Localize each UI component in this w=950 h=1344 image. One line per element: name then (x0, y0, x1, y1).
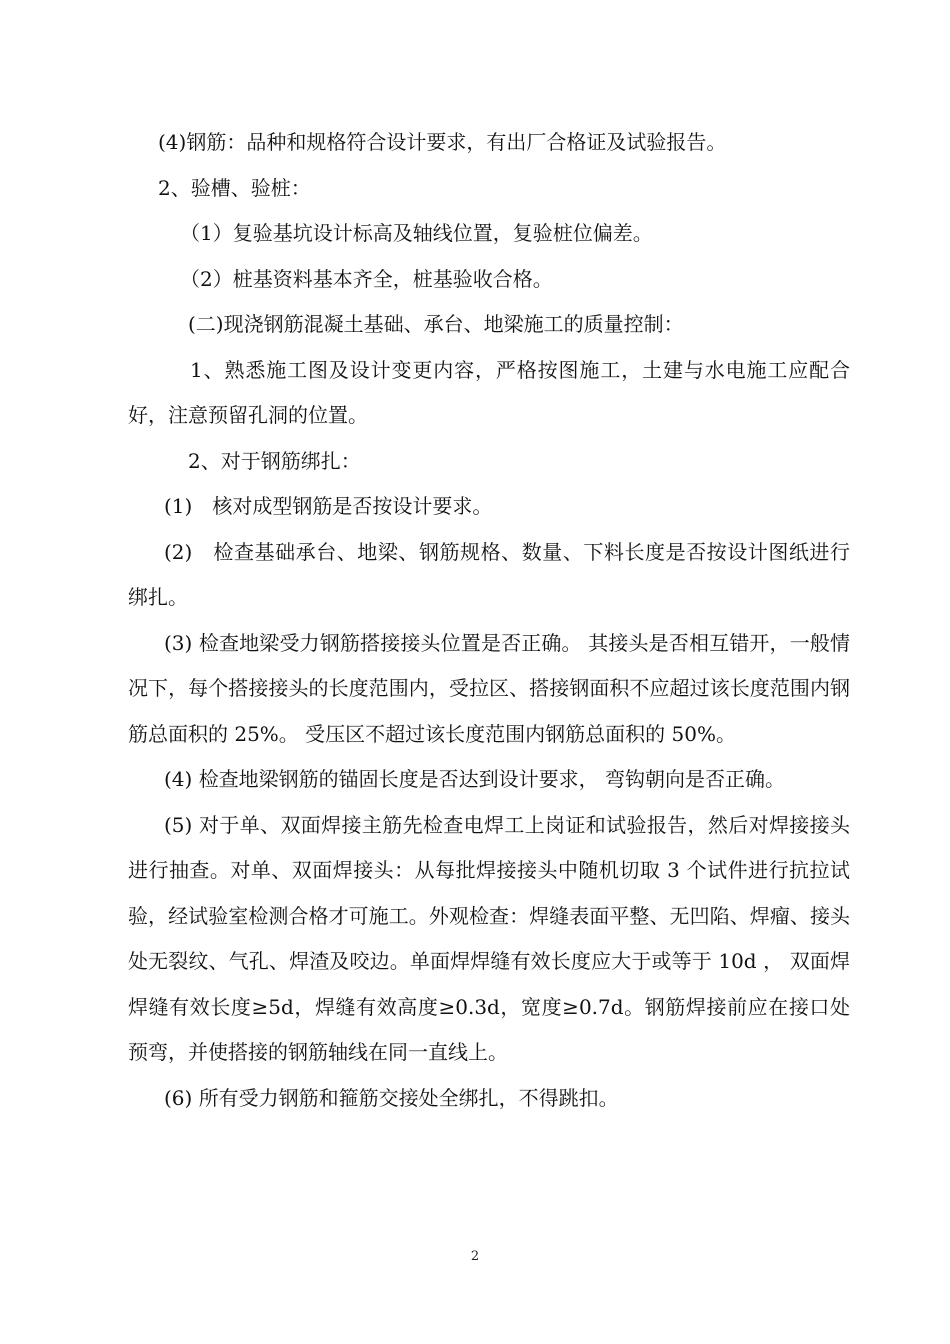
paragraph-construction-drawings: 1、熟悉施工图及设计变更内容，严格按图施工，土建与水电施工应配合好，注意预留孔洞的位置。 (128, 357, 850, 427)
paragraph-full-binding: (6) 所有受力钢筋和箍筋交接处全绑扎，不得跳扣。 (164, 1085, 619, 1110)
paragraph-section-two-heading: (二)现浇钢筋混凝土基础、承台、地梁施工的质量控制： (188, 312, 684, 336)
paragraph-recheck-elevation: （1）复验基坑设计标高及轴线位置，复验桩位偏差。 (180, 221, 653, 245)
paragraph-rebar-material: (4)钢筋：品种和规格符合设计要求，有出厂合格证及试验报告。 (158, 130, 727, 154)
paragraph-lap-joint-position: (3) 检查地梁受力钢筋搭接接头位置是否正确。 其接头是否相互错开，一般情况下，每个搭接接头的长度范围内，受拉区、搭接钢面积不应超过该长度范围内钢筋总面积的 25%。 受压区不超过该长度范围内钢筋总面积的 50%。 (128, 630, 850, 746)
paragraph-pile-records: （2）桩基资料基本齐全，桩基验收合格。 (180, 266, 553, 291)
paragraph-rebar-binding-heading: 2、对于钢筋绑扎： (188, 448, 361, 473)
paragraph-anchorage-length: (4) 检查地梁钢筋的锚固长度是否达到设计要求， 弯钩朝向是否正确。 (164, 767, 786, 791)
paragraph-check-foundation-rebar: (2) 检查基础承台、地梁、钢筋规格、数量、下料长度是否按设计图纸进行绑扎。 (128, 539, 850, 609)
page-number: 2 (470, 1249, 480, 1264)
document-body (128, 120, 850, 1121)
paragraph-welding-inspection: (5) 对于单、双面焊接主筋先检查电焊工上岗证和试验报告，然后对焊接接头进行抽查。对单、双面焊接头：从每批焊接接头中随机切取 3 个试件进行抗拉试验，经试验室检测合格才可施工。外观检查：焊缝表面平整、无凹陷、焊瘤、接头处无裂纹、气孔、焊渣及咬边。单面焊焊缝有效长度应大于或等于 10d ， 双面焊焊缝有效长度≥5d，焊缝有效高度≥0.3d，宽度≥0.7d。钢筋焊接前应在接口处预弯，并使搭接的钢筋轴线在同一直线上。 (128, 812, 850, 1064)
paragraph-check-formed-rebar: (1) 核对成型钢筋是否按设计要求。 (164, 494, 493, 518)
paragraph-trench-pile-inspection-heading: 2、验槽、验桩： (158, 175, 311, 200)
